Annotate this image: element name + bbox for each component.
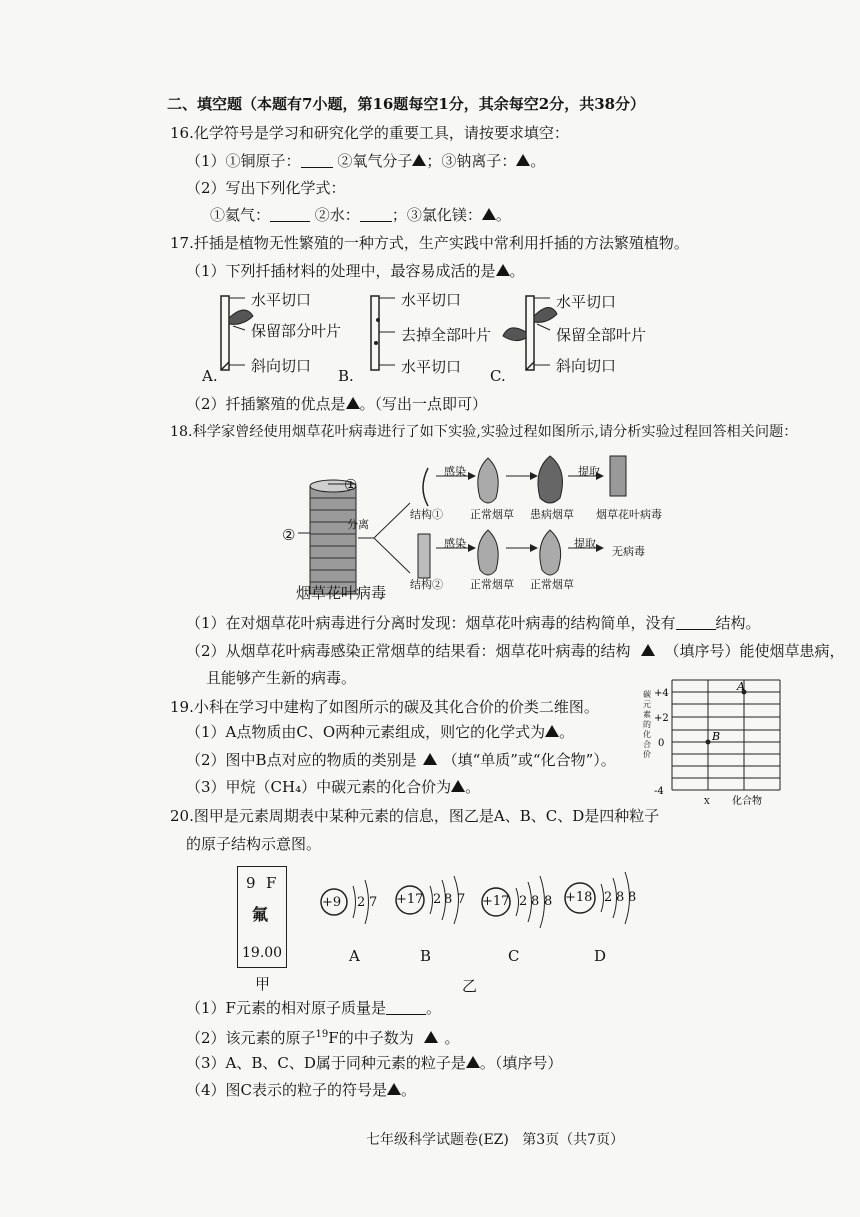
atom-a-shell1: 2	[357, 895, 366, 910]
result-virus-caption: 烟草花叶病毒	[596, 508, 662, 521]
extract-label-bottom: 提取	[574, 537, 596, 550]
q19-part1: （1）A点物质由C、O两种元素组成，则它的化学式为 。	[186, 723, 575, 741]
answer-blank[interactable]	[386, 1000, 426, 1015]
separate-label: 分离	[347, 518, 369, 531]
answer-blank[interactable]	[360, 207, 392, 222]
answer-blank[interactable]	[301, 153, 333, 168]
atom-a-nucleus: +9	[322, 895, 342, 910]
cutting-a-drawing	[221, 296, 253, 370]
normal-tobacco-caption-top: 正常烟草	[470, 508, 514, 521]
virus-rod	[298, 480, 356, 594]
atom-d-shell2: 8	[616, 890, 625, 905]
section-title: 二、填空题（本题有7小题，第16题每空1分，其余每空2分，共38分）	[167, 95, 646, 113]
cutting-a-top-label: 水平切口	[251, 291, 312, 309]
periodic-table-cell	[237, 866, 287, 968]
cutting-a-bot-label: 斜向切口	[251, 357, 312, 375]
answer-blank[interactable]	[270, 207, 310, 222]
atom-b-shell1: 2	[433, 892, 442, 907]
answer-triangle-icon[interactable]	[424, 1031, 438, 1043]
point-a-label: A	[737, 680, 745, 693]
virus-caption: 烟草花叶病毒	[296, 584, 387, 602]
cutting-b-mid-label: 去掉全部叶片	[401, 326, 492, 344]
q16-part2: （2）写出下列化学式：	[186, 179, 346, 197]
answer-triangle-icon[interactable]	[482, 208, 496, 220]
q17-part2: （2）扦插繁殖的优点是 。（写出一点即可）	[186, 395, 488, 413]
q20-part2: （2）该元素的原子$^{19}$F的中子数为 。	[186, 1029, 460, 1047]
struct-label-2: ②	[282, 526, 296, 544]
ytick: +2	[654, 713, 669, 724]
option-c-label[interactable]: C.	[490, 367, 506, 385]
atomic-number: 9	[246, 874, 256, 892]
atom-diagrams	[318, 868, 658, 968]
answer-triangle-icon[interactable]	[346, 397, 360, 409]
figure-yi-label: 乙	[462, 977, 478, 995]
q20-stem: 20.图甲是元素周期表中某种元素的信息，图乙是A、B、C、D是四种粒子	[170, 807, 660, 825]
ytick: +4	[654, 688, 669, 699]
q16-part1: （1）①铜原子： ②氧气分子 ；③钠离子： 。	[186, 152, 546, 170]
option-a-label[interactable]: A.	[202, 367, 218, 385]
q20-part1: （1）F元素的相对原子质量是 。	[186, 999, 441, 1017]
cutting-b-top-label: 水平切口	[401, 291, 462, 309]
struct2-caption: 结构②	[410, 578, 443, 591]
q18-part2: （2）从烟草花叶病毒感染正常烟草的结果看：烟草花叶病毒的结构 （填序号）能使烟草患病，	[186, 642, 845, 660]
cutting-c-drawing	[503, 296, 557, 370]
q18-part2-cont: 且能够产生新的病毒。	[206, 669, 357, 687]
answer-triangle-icon[interactable]	[412, 154, 426, 166]
atom-d-shell1: 2	[604, 890, 613, 905]
answer-triangle-icon[interactable]	[387, 1083, 401, 1095]
q18-stem: 18.科学家曾经使用烟草花叶病毒进行了如下实验,实验过程如图所示,请分析实验过程回答相关问题：	[170, 424, 798, 440]
cutting-c-bot-label: 斜向切口	[556, 357, 617, 375]
atom-c-shell2: 8	[531, 894, 540, 909]
cutting-b-drawing	[371, 296, 395, 370]
option-b-label[interactable]: B.	[338, 367, 354, 385]
cutting-b-bot-label: 水平切口	[401, 358, 462, 376]
cutting-c-top-label: 水平切口	[556, 293, 617, 311]
atom-d-nucleus: +18	[565, 890, 593, 905]
xtick: X	[704, 797, 710, 806]
point-b-label: B	[712, 730, 721, 743]
q19-stem: 19.小科在学习中建构了如图所示的碳及其化合价的价类二维图。	[170, 698, 599, 716]
ytick: 0	[658, 738, 665, 749]
atom-b-shell3: 7	[457, 892, 466, 907]
atom-c-nucleus: +17	[482, 894, 510, 909]
cutting-c-mid-label: 保留全部叶片	[556, 326, 647, 344]
cutting-a-mid-label: 保留部分叶片	[251, 322, 342, 340]
q16-part2-items: ①氦气： ②水： ；③氯化镁： 。	[210, 206, 511, 224]
q19-part2: （2）图中B点对应的物质的类别是 （填“单质”或“化合物”）。	[186, 751, 616, 769]
q17-part1: （1）下列扦插材料的处理中，最容易成活的是 。	[186, 262, 525, 280]
atomic-mass: 19.00	[242, 945, 283, 961]
atom-c-shell3: 8	[544, 894, 553, 909]
page-footer: 七年级科学试题卷(EZ) 第3页（共7页）	[366, 1132, 625, 1148]
q18-part1: （1）在对烟草花叶病毒进行分离时发现：烟草花叶病毒的结构简单，没有 结构。	[186, 614, 761, 632]
answer-triangle-icon[interactable]	[641, 644, 655, 656]
atom-a-letter[interactable]: A	[349, 947, 360, 965]
figure-jia-label: 甲	[255, 975, 271, 993]
atom-b-shell2: 8	[444, 892, 453, 907]
atom-b-nucleus: +17	[396, 892, 424, 907]
normal-tobacco-caption-bottom1: 正常烟草	[470, 578, 514, 591]
infect-label-bottom: 感染	[444, 537, 466, 550]
atom-c-shell1: 2	[519, 894, 528, 909]
infect-label-top: 感染	[444, 465, 466, 478]
chart-ylabel: 碳元素的化合价	[643, 690, 651, 759]
answer-triangle-icon[interactable]	[545, 725, 559, 737]
result-no-virus-caption: 无病毒	[612, 545, 645, 558]
q20-part4: （4）图C表示的粒子的符号是 。	[186, 1081, 417, 1099]
answer-triangle-icon[interactable]	[516, 154, 530, 166]
struct-label-1: ①	[344, 476, 358, 494]
q19-part3: （3）甲烷（CH₄）中碳元素的化合价为 。	[186, 778, 481, 796]
answer-triangle-icon[interactable]	[451, 780, 465, 792]
ytick: -4	[654, 786, 664, 797]
atom-d-letter[interactable]: D	[594, 947, 607, 965]
atom-d-shell3: 8	[628, 890, 637, 905]
atom-c-letter[interactable]: C	[508, 947, 520, 965]
answer-blank[interactable]	[676, 615, 716, 630]
element-symbol: F	[266, 874, 277, 892]
q16-stem: 16.化学符号是学习和研究化学的重要工具，请按要求填空：	[170, 124, 569, 142]
element-name: 氟	[252, 905, 269, 924]
valence-class-chart	[640, 672, 790, 812]
sick-tobacco-caption: 患病烟草	[530, 508, 574, 521]
answer-triangle-icon[interactable]	[496, 264, 510, 276]
struct1-caption: 结构①	[410, 508, 443, 521]
answer-triangle-icon[interactable]	[466, 1056, 480, 1068]
point-b	[706, 740, 711, 745]
q20-part3: （3）A、B、C、D属于同种元素的粒子是 。（填序号）	[186, 1054, 563, 1072]
normal-tobacco-caption-bottom2: 正常烟草	[530, 578, 574, 591]
answer-triangle-icon[interactable]	[423, 753, 437, 765]
xtick: 化合物	[732, 796, 762, 807]
atom-b-letter[interactable]: B	[420, 947, 432, 965]
q20-stem2: 的原子结构示意图。	[186, 835, 322, 853]
atom-a-shell2: 7	[369, 895, 378, 910]
q17-stem: 17.扦插是植物无性繁殖的一种方式，生产实践中常利用扦插的方法繁殖植物。	[170, 234, 689, 252]
extract-label-top: 提取	[578, 465, 600, 478]
